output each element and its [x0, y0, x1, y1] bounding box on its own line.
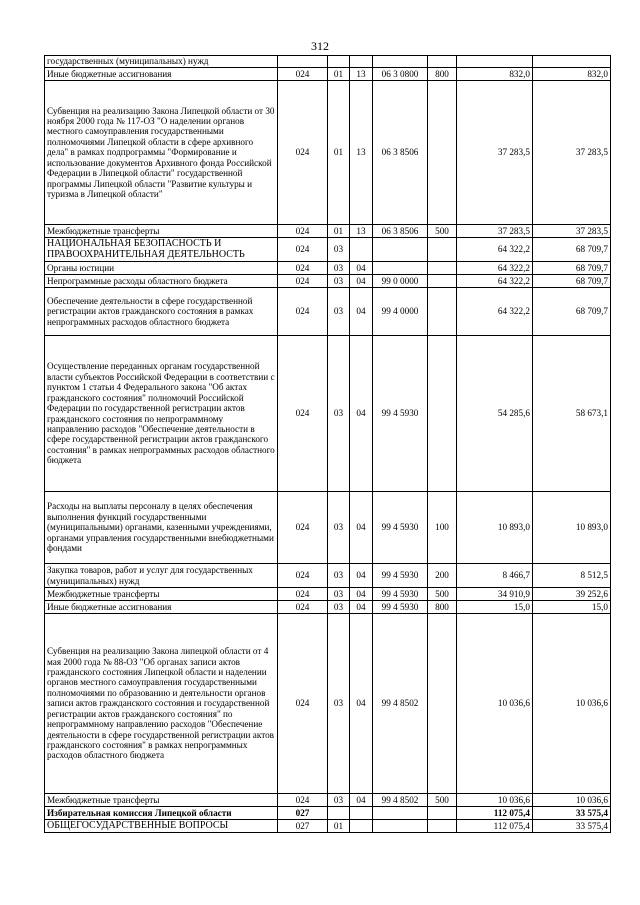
- row-admin-cell: 024: [278, 81, 328, 225]
- row-admin-cell: 027: [278, 807, 328, 820]
- row-name-cell: Межбюджетные трансферты: [45, 225, 278, 238]
- row-section-cell: 03: [328, 601, 350, 614]
- row-expense-type-cell: [428, 288, 457, 336]
- row-sum-first-year-cell: 37 283,5: [457, 81, 533, 225]
- row-admin-cell: 024: [278, 288, 328, 336]
- row-expense-type-cell: [428, 81, 457, 225]
- row-subsection-cell: 04: [350, 492, 373, 564]
- row-target-article-cell: 99 4 0000: [373, 288, 428, 336]
- row-subsection-cell: [350, 807, 373, 820]
- row-sum-second-year-cell: 832,0: [533, 68, 611, 81]
- row-name-cell: Иные бюджетные ассигнования: [45, 68, 278, 81]
- row-section-cell: 03: [328, 262, 350, 275]
- row-sum-second-year-cell: 68 709,7: [533, 275, 611, 288]
- row-admin-cell: 024: [278, 492, 328, 564]
- row-admin-cell: 024: [278, 68, 328, 81]
- row-expense-type-cell: [428, 807, 457, 820]
- row-sum-second-year-cell: 37 283,5: [533, 225, 611, 238]
- row-sum-second-year-cell: 37 283,5: [533, 81, 611, 225]
- row-name-cell: Субвенция на реализацию Закона Липецкой области от 30 ноября 2000 года № 117-ОЗ "О наделении органов местного самоуправления государственными полномочиями Липецкой области в сфере архивного дела" в рамках подпрограммы "Формирование и использование документов Архивного фонда Российской Федерации в Липецкой области" государственной программы Липецкой области "Развитие культуры и туризма в Липецкой области": [45, 81, 278, 225]
- row-name-cell: Расходы на выплаты персоналу в целях обеспечения выполнения функций государственными (муниципальными) органами, казенными учреждениями, органами управления государственными внебюджетными фондами: [45, 492, 278, 564]
- row-sum-second-year-cell: 15,0: [533, 601, 611, 614]
- table-row: [45, 614, 611, 794]
- row-admin-cell: [278, 56, 328, 68]
- table-row: [45, 56, 611, 68]
- row-sum-first-year-cell: 10 036,6: [457, 614, 533, 794]
- row-target-article-cell: 99 4 5930: [373, 492, 428, 564]
- row-admin-cell: 024: [278, 262, 328, 275]
- row-subsection-cell: [350, 238, 373, 262]
- row-expense-type-cell: [428, 614, 457, 794]
- row-sum-first-year-cell: 112 075,4: [457, 807, 533, 820]
- row-expense-type-cell: 800: [428, 68, 457, 81]
- row-expense-type-cell: 500: [428, 794, 457, 807]
- row-name-cell: ОБЩЕГОСУДАРСТВЕННЫЕ ВОПРОСЫ: [45, 820, 278, 833]
- table-row: [45, 238, 611, 262]
- row-sum-first-year-cell: 64 322,2: [457, 288, 533, 336]
- row-section-cell: 01: [328, 225, 350, 238]
- row-sum-first-year-cell: 37 283,5: [457, 225, 533, 238]
- row-sum-second-year-cell: 68 709,7: [533, 238, 611, 262]
- row-sum-first-year-cell: 15,0: [457, 601, 533, 614]
- row-admin-cell: 024: [278, 601, 328, 614]
- row-section-cell: 03: [328, 288, 350, 336]
- row-admin-cell: 024: [278, 564, 328, 588]
- row-target-article-cell: 99 4 5930: [373, 588, 428, 601]
- row-subsection-cell: 04: [350, 794, 373, 807]
- budget-table: [44, 55, 611, 833]
- row-subsection-cell: 04: [350, 288, 373, 336]
- row-section-cell: 03: [328, 238, 350, 262]
- row-target-article-cell: 99 4 8502: [373, 794, 428, 807]
- row-admin-cell: 024: [278, 238, 328, 262]
- row-name-cell: Обеспечение деятельности в сфере государственной регистрации актов гражданского состояния в рамках непрограммных расходов областного бюджета: [45, 288, 278, 336]
- row-expense-type-cell: [428, 238, 457, 262]
- row-target-article-cell: [373, 807, 428, 820]
- row-section-cell: [328, 807, 350, 820]
- row-subsection-cell: 13: [350, 81, 373, 225]
- row-expense-type-cell: 500: [428, 588, 457, 601]
- row-section-cell: 01: [328, 81, 350, 225]
- row-admin-cell: 024: [278, 794, 328, 807]
- table-row: [45, 820, 611, 833]
- row-target-article-cell: [373, 820, 428, 833]
- row-section-cell: 03: [328, 564, 350, 588]
- row-subsection-cell: [350, 820, 373, 833]
- table-row: [45, 81, 611, 225]
- row-subsection-cell: 04: [350, 564, 373, 588]
- budget-table-body: [45, 56, 611, 833]
- row-subsection-cell: 04: [350, 601, 373, 614]
- row-section-cell: 03: [328, 614, 350, 794]
- row-name-cell: Избирательная комиссия Липецкой области: [45, 807, 278, 820]
- row-expense-type-cell: [428, 820, 457, 833]
- row-subsection-cell: [350, 56, 373, 68]
- table-row: [45, 262, 611, 275]
- table-row: [45, 225, 611, 238]
- table-row: [45, 794, 611, 807]
- row-subsection-cell: 13: [350, 68, 373, 81]
- table-row: [45, 336, 611, 492]
- table-row: [45, 275, 611, 288]
- row-expense-type-cell: 200: [428, 564, 457, 588]
- row-sum-second-year-cell: [533, 56, 611, 68]
- row-name-cell: Межбюджетные трансферты: [45, 588, 278, 601]
- row-name-cell: Субвенция на реализацию Закона липецкой области от 4 мая 2000 года № 88-ОЗ "Об органах записи актов гражданского состояния Липецкой области и наделении органов местного самоуправления государственными полномочиями по образованию и деятельности органов записи актов гражданского состояния и государственной регистрации актов гражданского состояния" по непрограммному направлению расходов "Обеспечение деятельности в сфере государственной регистрации актов гражданского состояния" в рамках непрограммных расходов областного бюджета: [45, 614, 278, 794]
- row-expense-type-cell: 500: [428, 225, 457, 238]
- table-row: [45, 564, 611, 588]
- row-sum-first-year-cell: 64 322,2: [457, 275, 533, 288]
- row-target-article-cell: 99 4 5930: [373, 336, 428, 492]
- row-subsection-cell: 04: [350, 275, 373, 288]
- row-sum-first-year-cell: 832,0: [457, 68, 533, 81]
- row-admin-cell: 024: [278, 588, 328, 601]
- row-admin-cell: 024: [278, 275, 328, 288]
- row-target-article-cell: [373, 56, 428, 68]
- row-target-article-cell: 99 4 5930: [373, 601, 428, 614]
- row-expense-type-cell: [428, 336, 457, 492]
- row-name-cell: Непрограммные расходы областного бюджета: [45, 275, 278, 288]
- table-row: [45, 807, 611, 820]
- row-section-cell: 03: [328, 275, 350, 288]
- row-section-cell: 03: [328, 492, 350, 564]
- row-expense-type-cell: [428, 262, 457, 275]
- row-admin-cell: 024: [278, 225, 328, 238]
- row-section-cell: 03: [328, 588, 350, 601]
- row-subsection-cell: 04: [350, 336, 373, 492]
- row-sum-second-year-cell: 68 709,7: [533, 262, 611, 275]
- row-section-cell: 03: [328, 336, 350, 492]
- row-name-cell: Органы юстиции: [45, 262, 278, 275]
- row-name-cell: Осуществление переданных органам государственной власти субъектов Российской Федерации в соответствии с пунктом 1 статьи 4 Федерального закона "Об актах гражданского состояния" полномочий Российской Федерации по государственной регистрации актов гражданского состояния по непрограммному направлению расходов "Обеспечение деятельности в сфере государственной регистрации актов гражданского состояния" в рамках непрограммных расходов областного бюджета: [45, 336, 278, 492]
- row-sum-second-year-cell: 39 252,6: [533, 588, 611, 601]
- row-sum-first-year-cell: 10 893,0: [457, 492, 533, 564]
- row-sum-first-year-cell: 112 075,4: [457, 820, 533, 833]
- row-target-article-cell: [373, 262, 428, 275]
- row-target-article-cell: 99 4 5930: [373, 564, 428, 588]
- row-target-article-cell: 99 4 8502: [373, 614, 428, 794]
- row-sum-second-year-cell: 10 036,6: [533, 614, 611, 794]
- row-target-article-cell: 06 3 0800: [373, 68, 428, 81]
- row-sum-second-year-cell: 33 575,4: [533, 807, 611, 820]
- row-name-cell: Закупка товаров, работ и услуг для государственных (муниципальных) нужд: [45, 564, 278, 588]
- row-expense-type-cell: 800: [428, 601, 457, 614]
- row-name-cell: Межбюджетные трансферты: [45, 794, 278, 807]
- table-row: [45, 288, 611, 336]
- row-subsection-cell: 04: [350, 614, 373, 794]
- row-admin-cell: 027: [278, 820, 328, 833]
- row-sum-second-year-cell: 10 893,0: [533, 492, 611, 564]
- row-section-cell: 01: [328, 820, 350, 833]
- row-sum-first-year-cell: [457, 56, 533, 68]
- row-sum-second-year-cell: 58 673,1: [533, 336, 611, 492]
- table-row: [45, 588, 611, 601]
- row-admin-cell: 024: [278, 336, 328, 492]
- row-name-cell: Иные бюджетные ассигнования: [45, 601, 278, 614]
- row-name-cell: НАЦИОНАЛЬНАЯ БЕЗОПАСНОСТЬ И ПРАВООХРАНИТЕЛЬНАЯ ДЕЯТЕЛЬНОСТЬ: [45, 238, 278, 262]
- row-sum-first-year-cell: 10 036,6: [457, 794, 533, 807]
- row-sum-second-year-cell: 33 575,4: [533, 820, 611, 833]
- row-expense-type-cell: 100: [428, 492, 457, 564]
- row-target-article-cell: 06 3 8506: [373, 81, 428, 225]
- row-sum-first-year-cell: 34 910,9: [457, 588, 533, 601]
- row-sum-first-year-cell: 8 466,7: [457, 564, 533, 588]
- row-sum-first-year-cell: 64 322,2: [457, 262, 533, 275]
- table-row: [45, 601, 611, 614]
- row-section-cell: [328, 56, 350, 68]
- row-admin-cell: 024: [278, 614, 328, 794]
- table-row: [45, 492, 611, 564]
- row-expense-type-cell: [428, 275, 457, 288]
- row-section-cell: 01: [328, 68, 350, 81]
- row-section-cell: 03: [328, 794, 350, 807]
- row-sum-second-year-cell: 10 036,6: [533, 794, 611, 807]
- row-sum-second-year-cell: 68 709,7: [533, 288, 611, 336]
- table-row: [45, 68, 611, 81]
- row-subsection-cell: 04: [350, 262, 373, 275]
- row-target-article-cell: [373, 238, 428, 262]
- row-target-article-cell: 99 0 0000: [373, 275, 428, 288]
- row-subsection-cell: 04: [350, 588, 373, 601]
- row-expense-type-cell: [428, 56, 457, 68]
- row-name-cell: государственных (муниципальных) нужд: [45, 56, 278, 68]
- row-sum-first-year-cell: 54 285,6: [457, 336, 533, 492]
- row-sum-second-year-cell: 8 512,5: [533, 564, 611, 588]
- row-sum-first-year-cell: 64 322,2: [457, 238, 533, 262]
- row-target-article-cell: 06 3 8506: [373, 225, 428, 238]
- page-number: 312: [311, 39, 329, 53]
- row-subsection-cell: 13: [350, 225, 373, 238]
